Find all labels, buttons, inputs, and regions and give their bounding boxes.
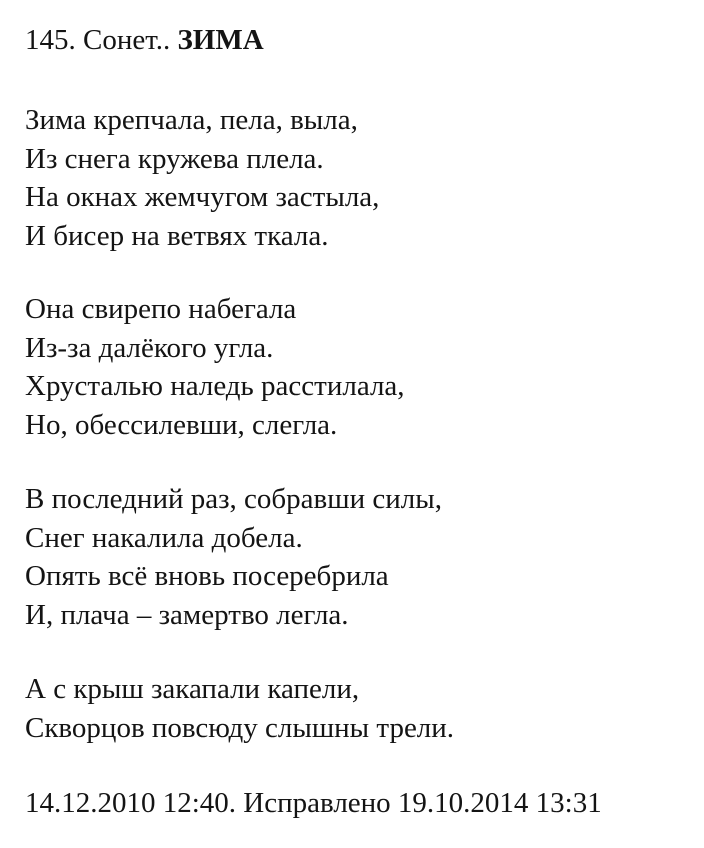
poem-title	[25, 23, 264, 57]
poem-title-heading: ЗИМА	[177, 24, 264, 56]
poem-line: И бисер на ветвях ткала.	[25, 219, 329, 252]
stanza-2	[25, 290, 405, 444]
stanza-4	[25, 670, 454, 747]
poem-line: Снег накалила добела.	[25, 521, 303, 554]
poem-line: На окнах жемчугом застыла,	[25, 181, 380, 213]
poem-line: Она свирепо набегала	[25, 293, 297, 325]
stanza-3	[25, 480, 442, 634]
poem-line: Но, обессилевши, слегла.	[25, 408, 338, 441]
poem-line: Хрусталью наледь расстилала,	[25, 370, 405, 402]
stanza-1	[25, 101, 379, 255]
poem-line: Скворцов повсюду слышны трели.	[25, 711, 455, 744]
poem-line: Из снега кружева плела.	[25, 142, 324, 175]
poem-line: А с крыш закапали капели,	[25, 673, 360, 705]
poem-line: В последний раз, собравши силы,	[25, 483, 442, 515]
poem-line: Зима крепчала, пела, выла,	[25, 104, 358, 136]
poem-line: И, плача – замертво легла.	[25, 598, 349, 631]
poem-title-number: 145. Сонет..	[25, 24, 171, 56]
date-footer: 14.12.2010 12:40. Исправлено 19.10.2014 13:31	[25, 787, 602, 819]
poem-line: Из-за далёкого угла.	[25, 331, 274, 364]
poem-line: Опять всё вновь посеребрила	[25, 560, 389, 592]
